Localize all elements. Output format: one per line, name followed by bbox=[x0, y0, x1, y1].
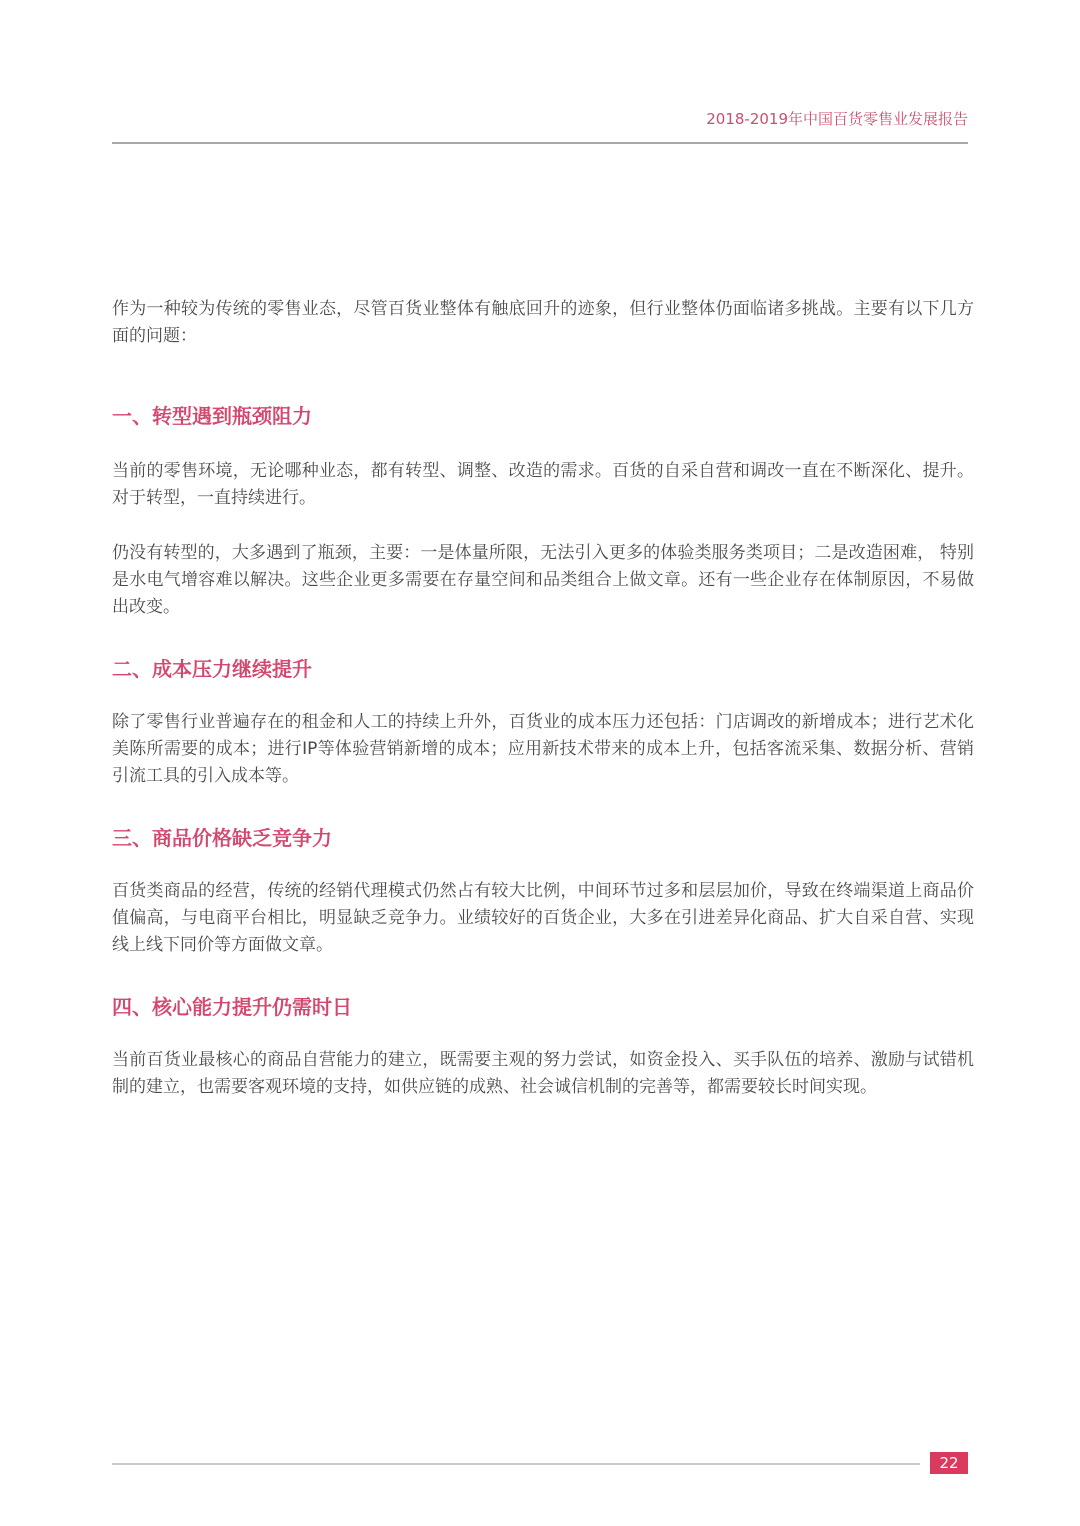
section-3-paragraph-1: 百货类商品的经营，传统的经销代理模式仍然占有较大比例，中间环节过多和层层加价，导致在终端渠道上商品价值偏高，与电商平台相比，明显缺乏竞争力。业绩较好的百货企业，大多在引进差异化商品、扩大自采自营、实现线上线下同价等方面做文章。 bbox=[112, 881, 974, 955]
section-2-paragraph-1: 除了零售行业普遍存在的租金和人工的持续上升外，百货业的成本压力还包括：门店调改的新增成本；进行艺术化美陈所需要的成本；进行IP等体验营销新增的成本；应用新技术带来的成本上升，包括客流采集、数据分析、营销引流工具的引入成本等。 bbox=[112, 712, 974, 786]
report-title: 2018-2019年中国百货零售业发展报告 bbox=[706, 110, 968, 128]
section-1-paragraph-2: 仍没有转型的，大多遇到了瓶颈，主要：一是体量所限，无法引入更多的体验类服务类项目；二是改造困难， 特别是水电气增容难以解决。这些企业更多需要在存量空间和品类组合上做文章。还有一些企业存在体制原因，不易做出改变。 bbox=[112, 543, 974, 617]
section-heading-2: 二、成本压力继续提升 bbox=[112, 657, 312, 681]
page-content bbox=[112, 296, 974, 1101]
section-heading-1: 一、转型遇到瓶颈阻力 bbox=[112, 404, 312, 428]
section-1-paragraph-1: 当前的零售环境，无论哪种业态，都有转型、调整、改造的需求。百货的自采自营和调改一直在不断深化、提升。对于转型，一直持续进行。 bbox=[112, 461, 974, 508]
section-4-paragraph-1: 当前百货业最核心的商品自营能力的建立，既需要主观的努力尝试，如资金投入、买手队伍的培养、激励与试错机制的建立，也需要客观环境的支持，如供应链的成熟、社会诚信机制的完善等，都需要较长时间实现。 bbox=[112, 1050, 974, 1097]
page-number-badge: 22 bbox=[930, 1452, 968, 1474]
intro-paragraph: 作为一种较为传统的零售业态，尽管百货业整体有触底回升的迹象，但行业整体仍面临诸多挑战。主要有以下几方面的问题： bbox=[112, 299, 974, 346]
header-divider bbox=[112, 142, 968, 144]
section-heading-4: 四、核心能力提升仍需时日 bbox=[112, 995, 352, 1019]
footer-divider bbox=[112, 1463, 920, 1465]
section-heading-3: 三、商品价格缺乏竞争力 bbox=[112, 826, 332, 850]
